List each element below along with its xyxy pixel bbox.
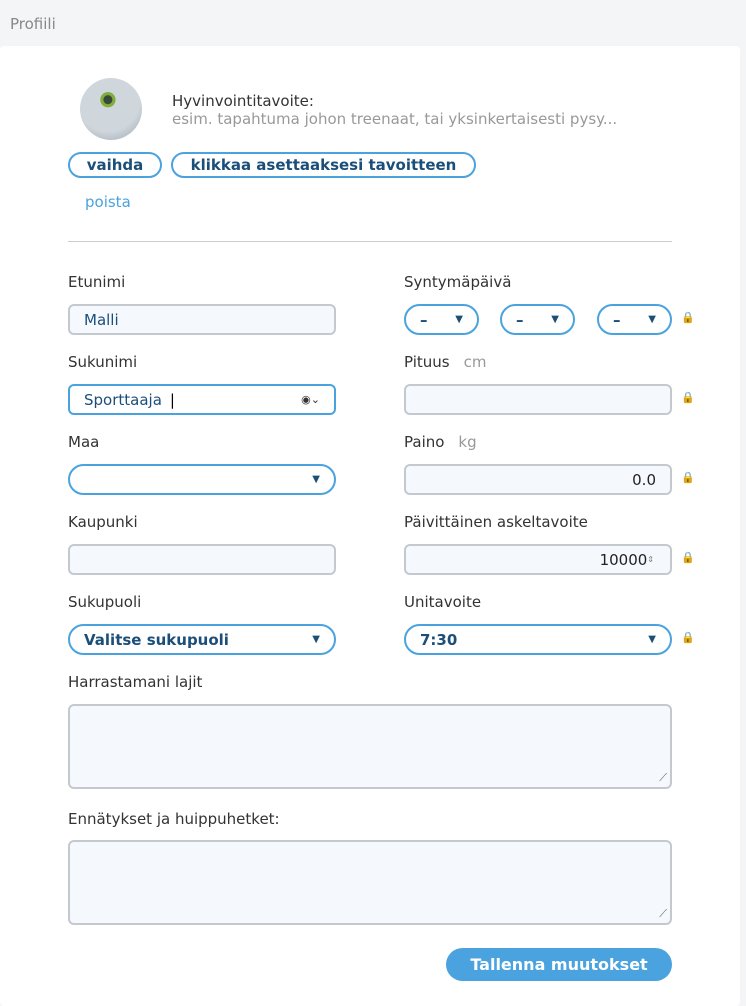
year-value: – — [613, 310, 621, 329]
height-label-text: Pituus — [404, 353, 450, 371]
change-avatar-button[interactable]: vaihda — [68, 152, 162, 178]
gender-select[interactable] — [68, 624, 336, 655]
records-textarea[interactable] — [68, 840, 672, 925]
height-label — [404, 353, 486, 371]
steps-label: Päivittäinen askeltavoite — [404, 513, 588, 531]
sleep-value: 7:30 — [420, 630, 458, 649]
chevron-down-icon: ▼ — [455, 314, 463, 325]
first-name-input[interactable] — [68, 304, 336, 335]
resize-handle-icon[interactable]: ⟋ — [659, 907, 667, 920]
height-input[interactable] — [404, 384, 672, 415]
set-goal-button[interactable]: klikkaa asettaaksesi tavoitteen — [171, 152, 476, 178]
sleep-select[interactable] — [404, 624, 672, 655]
sports-label: Harrastamani lajit — [68, 673, 203, 691]
month-value: – — [516, 310, 524, 329]
city-label: Kaupunki — [68, 513, 138, 531]
last-name-label: Sukunimi — [68, 353, 138, 371]
page-title: Profiili — [10, 15, 56, 33]
day-value: – — [420, 310, 428, 329]
chevron-down-icon: ▼ — [312, 474, 320, 485]
resize-handle-icon[interactable]: ⟋ — [659, 771, 667, 784]
city-input[interactable] — [68, 544, 336, 575]
lock-icon[interactable]: 🔒 — [681, 391, 695, 404]
contact-autofill-icon[interactable]: ◉⌄ — [301, 393, 320, 406]
weight-unit: kg — [458, 433, 477, 451]
goal-label: Hyvinvointitavoite: — [172, 92, 314, 110]
steps-input[interactable] — [404, 544, 672, 575]
last-name-value: Sporttaaja — [84, 390, 162, 409]
chevron-down-icon: ▼ — [648, 314, 656, 325]
country-select[interactable] — [68, 464, 336, 495]
lock-icon[interactable]: 🔒 — [681, 551, 695, 564]
first-name-value: Malli — [84, 310, 119, 329]
last-name-input[interactable]: Sporttaaja | ◉⌄ — [68, 384, 336, 415]
gender-value: Valitse sukupuoli — [84, 630, 229, 649]
birthday-year-select[interactable] — [597, 304, 672, 335]
stepper-icon[interactable]: ⇕ — [647, 555, 654, 564]
weight-value: 0.0 — [632, 470, 656, 489]
lock-icon[interactable]: 🔒 — [681, 631, 695, 644]
divider — [68, 241, 672, 242]
first-name-label: Etunimi — [68, 273, 126, 291]
sports-textarea[interactable] — [68, 704, 672, 789]
gender-label: Sukupuoli — [68, 593, 142, 611]
birthday-label: Syntymäpäivä — [404, 273, 512, 291]
chevron-down-icon: ▼ — [312, 634, 320, 645]
records-label: Ennätykset ja huippuhetket: — [68, 810, 280, 828]
sleep-label: Unitavoite — [404, 593, 482, 611]
chevron-down-icon: ▼ — [648, 634, 656, 645]
weight-input[interactable] — [404, 464, 672, 495]
remove-avatar-link[interactable]: poista — [85, 193, 131, 211]
weight-label — [404, 433, 477, 451]
country-label: Maa — [68, 433, 100, 451]
weight-label-text: Paino — [404, 433, 445, 451]
lock-icon[interactable]: 🔒 — [681, 311, 695, 324]
birthday-month-select[interactable] — [500, 304, 575, 335]
height-unit: cm — [463, 353, 487, 371]
goal-placeholder[interactable]: esim. tapahtuma johon treenaat, tai yksinkertaisesti pysy... — [172, 110, 618, 128]
save-button[interactable]: Tallenna muutokset — [446, 948, 672, 981]
steps-value: 10000 — [599, 550, 648, 569]
chevron-down-icon: ▼ — [551, 314, 559, 325]
avatar — [80, 78, 142, 140]
lock-icon[interactable]: 🔒 — [681, 471, 695, 484]
birthday-day-select[interactable] — [404, 304, 479, 335]
